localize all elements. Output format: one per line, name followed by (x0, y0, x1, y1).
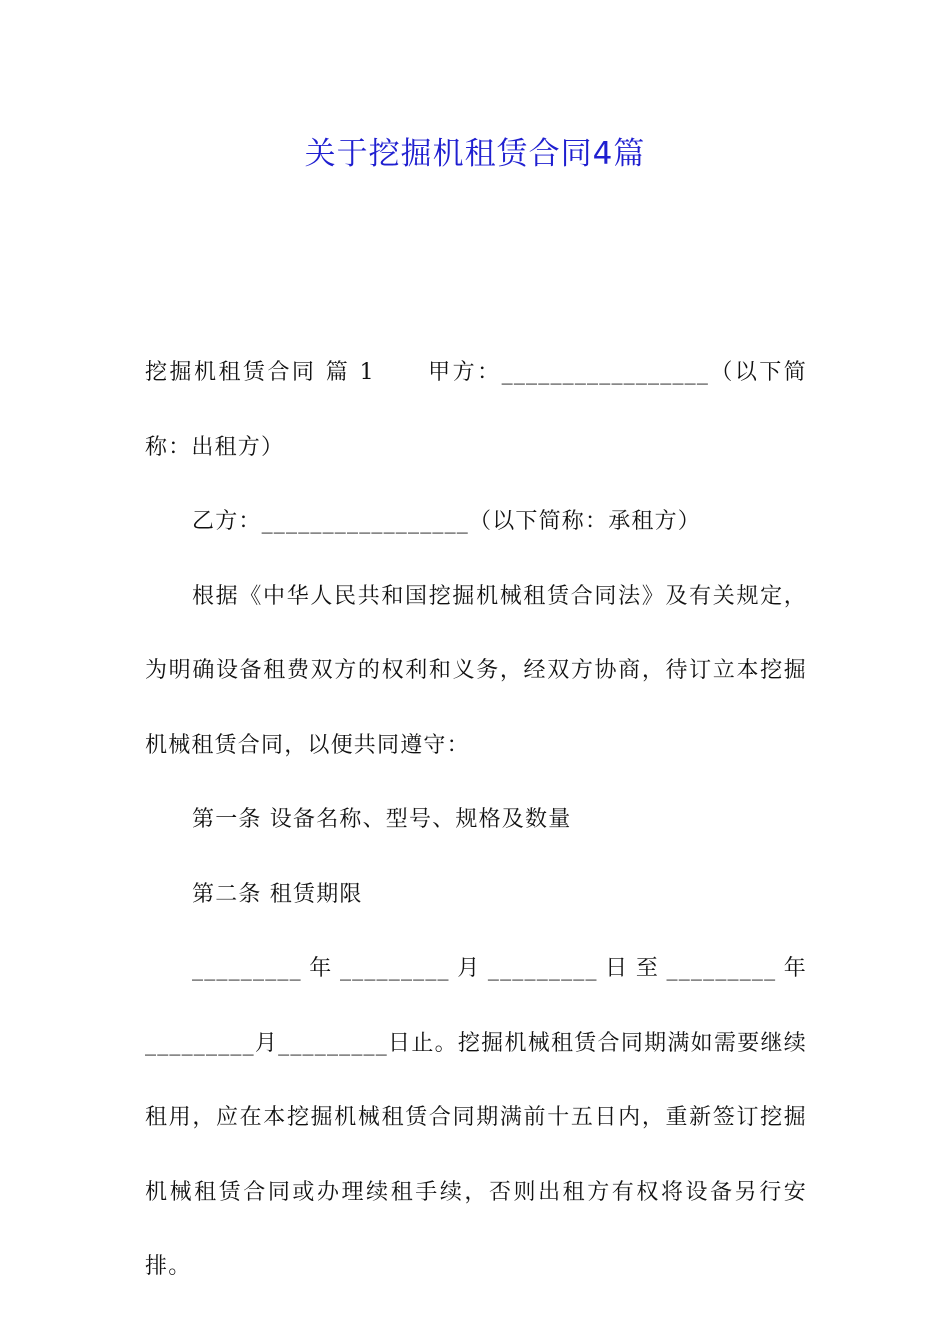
intro-paragraph (145, 336, 807, 485)
intro-heading: 挖掘机租赁合同 (145, 360, 317, 385)
article-2-heading: 第二条 租赁期限 (192, 881, 363, 907)
document-title: 关于挖掘机租赁合同4篇 (304, 136, 646, 172)
party-a-line: 甲方：_________________（以下简称：出租方） (145, 360, 807, 460)
basis-paragraph: 根据《中华人民共和国挖掘机械租赁合同法》及有关规定，为明确设备租费双方的权利和义务，经双方协商，待订立本挖掘机械租赁合同，以便共同遵守： (145, 583, 807, 758)
document-body (145, 336, 807, 1305)
article-1-heading: 第一条 设备名称、型号、规格及数量 (192, 807, 572, 832)
term-paragraph: _________年_________月_________日至_________年_________月_________日止。挖掘机械租赁合同期满如需要继续租用，应在本挖掘机械租赁合同期满前十五日内，重新签订挖掘机械租赁合同或办理续租手续，否则出租方有权将设备另行安排。 (145, 956, 807, 1279)
intro-part-label: 篇 1 (324, 360, 375, 385)
party-b-line: 乙方：_________________（以下简称：承租方） (192, 509, 702, 534)
